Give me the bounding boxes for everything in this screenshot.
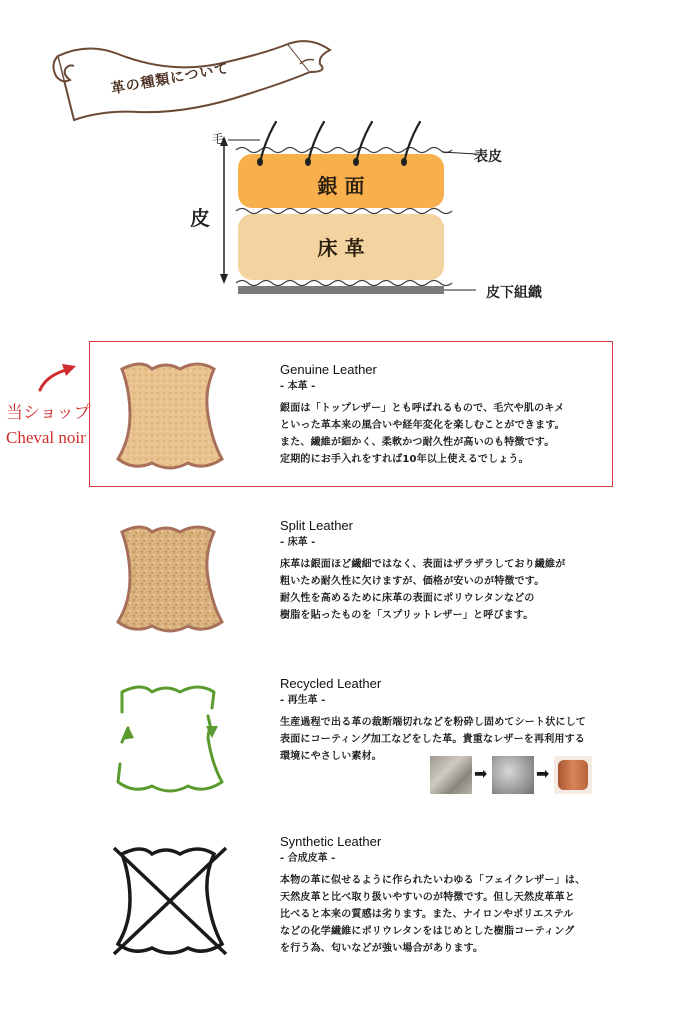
description-line: 表面にコーティング加工などをした革。貴重なレザーを再利用する xyxy=(280,734,585,745)
subcutaneous-label: 皮下組織 xyxy=(486,285,542,301)
skin-label: 皮 xyxy=(190,206,210,230)
shredded-fiber-photo xyxy=(492,756,534,794)
section-subtitle: - 再生革 - xyxy=(280,695,326,706)
leather-roll-photo xyxy=(554,756,592,794)
scrap-leather-photo xyxy=(430,756,472,794)
banner-title: 革の種類について xyxy=(109,60,231,98)
split-leather-text xyxy=(280,518,620,624)
synthetic-leather-text xyxy=(280,834,620,957)
hair-label: 毛 xyxy=(212,132,225,146)
description-line: また、繊維が細かく、柔軟かつ耐久性が高いのも特徴です。 xyxy=(280,437,555,448)
description-line: 床革は銀面ほど繊細ではなく、表面はザラザラしており繊維が xyxy=(280,559,566,570)
description-line: を行う為、匂いなどが強い場合があります。 xyxy=(280,943,484,954)
description-line: 耐久性を高めるために床革の表面にポリウレタンなどの xyxy=(280,593,535,604)
description-line: 銀面は「トップレザー」とも呼ばれるもので、毛穴や肌のキメ xyxy=(280,403,565,414)
skin-layer-diagram xyxy=(180,118,580,308)
recycle-hide-icon xyxy=(108,678,232,798)
grain-layer-label: 銀 面 xyxy=(317,174,365,198)
synthetic-hide-crossed-icon xyxy=(108,840,232,960)
description-line: 天然皮革と比べ取り扱いやすいのが特徴です。但し天然皮革革と xyxy=(280,892,575,903)
description-line: 環境にやさしい素材。 xyxy=(280,751,382,762)
recycled-leather-text xyxy=(280,676,620,765)
section-subtitle: - 床革 - xyxy=(280,537,316,548)
description-line: などの化学繊維にポリウレタンをはじめとした樹脂コーティング xyxy=(280,926,575,937)
description-line: 本物の革に似せるように作られたいわゆる「フェイクレザー」は、 xyxy=(280,875,586,886)
section-subtitle: - 本革 - xyxy=(280,381,316,392)
section-subtitle: - 合成皮革 - xyxy=(280,853,336,864)
shop-note-line1: 当ショップ xyxy=(6,403,91,422)
arrow-right-icon: ➡ xyxy=(474,764,488,783)
genuine-leather-text xyxy=(280,362,620,468)
epidermis-label: 表皮 xyxy=(474,149,502,165)
description-line: 樹脂を貼ったものを「スプリットレザー」と呼びます。 xyxy=(280,610,534,621)
section-title: Synthetic Leather xyxy=(280,834,382,849)
description-line: といった革本来の風合いや経年変化を楽しむことができます。 xyxy=(280,420,565,431)
description-line: 比べると本来の質感は劣ります。また、ナイロンやポリエステル xyxy=(280,909,574,920)
split-layer-label: 床 革 xyxy=(317,236,365,260)
subcutaneous-bar xyxy=(238,286,444,294)
section-title: Recycled Leather xyxy=(280,676,382,691)
section-title: Split Leather xyxy=(280,518,353,533)
split-leather-hide-icon xyxy=(108,518,232,638)
arrow-right-icon: ➡ xyxy=(536,764,550,783)
section-title: Genuine Leather xyxy=(280,362,377,377)
genuine-leather-hide-icon xyxy=(108,355,232,475)
shop-note-line2: Cheval noir xyxy=(6,428,86,447)
red-arrow-icon xyxy=(36,362,80,394)
description-line: 生産過程で出る革の裁断端切れなどを粉砕し固めてシート状にして xyxy=(280,717,586,728)
description-line: 粗いため耐久性に欠けますが、価格が安いのが特徴です。 xyxy=(280,576,545,587)
description-line: 定期的にお手入れをすれば10年以上使えるでしょう。 xyxy=(280,454,529,465)
